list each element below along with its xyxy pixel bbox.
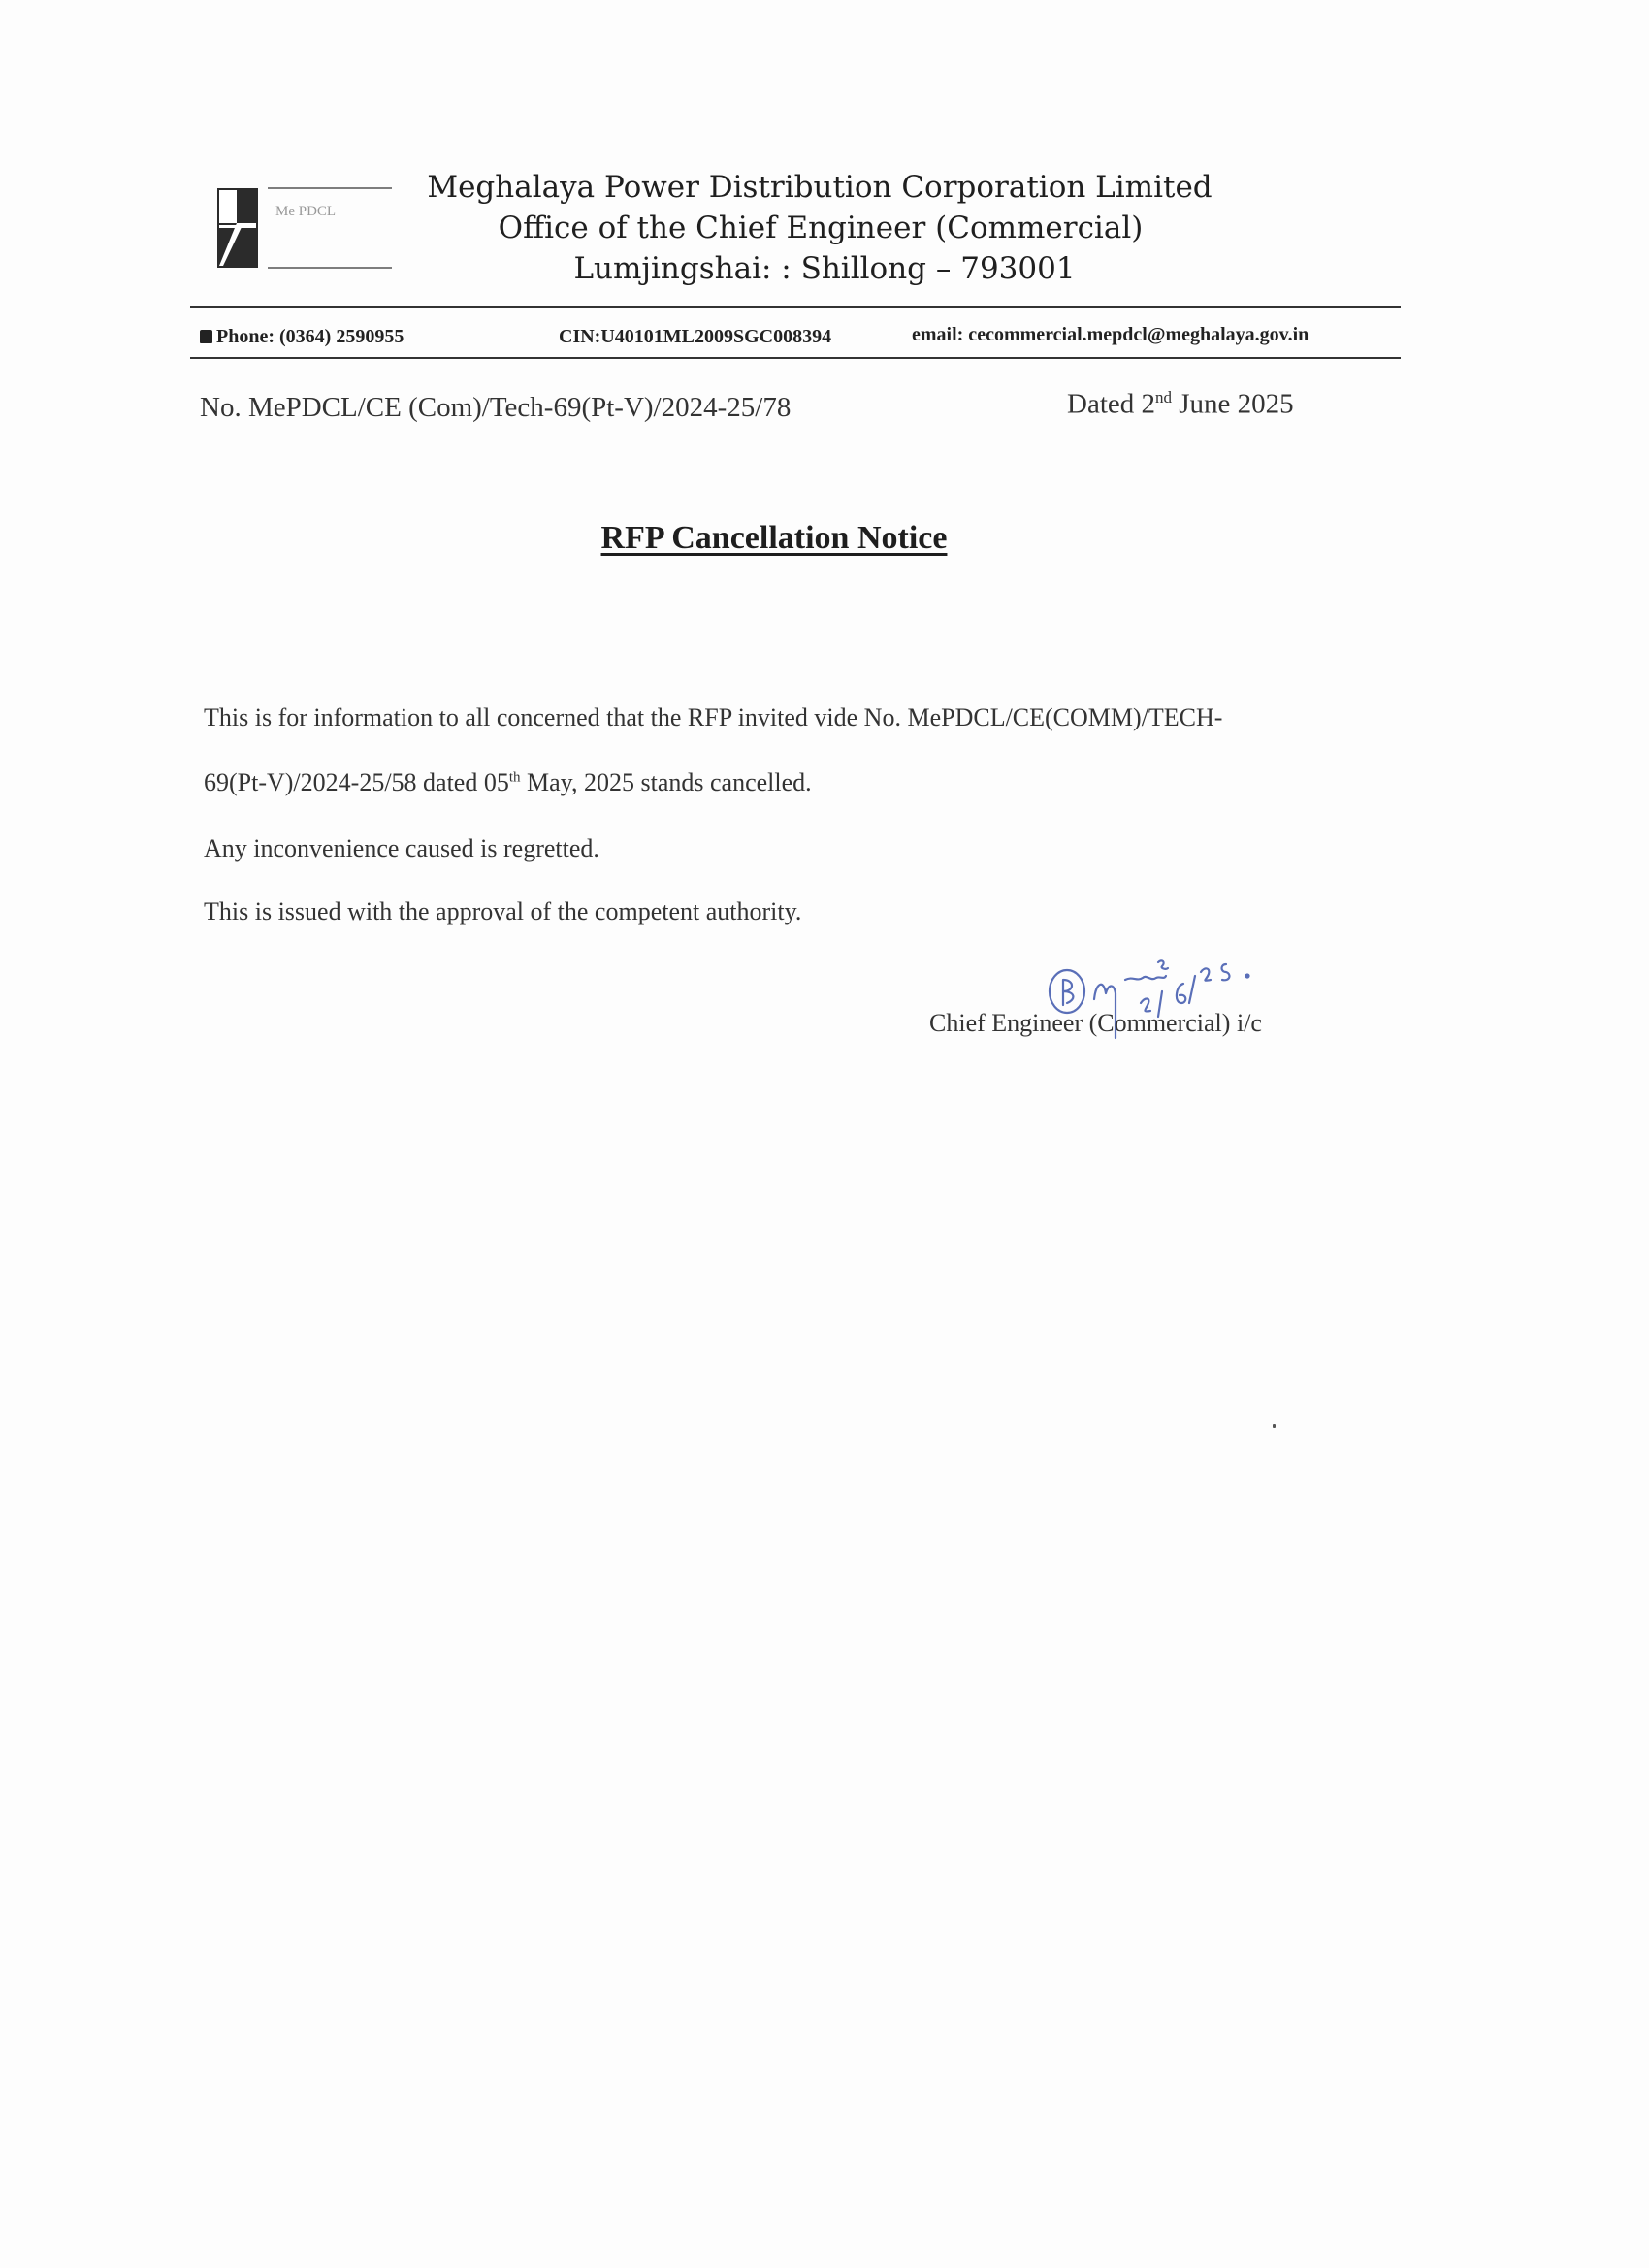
date-prefix: Dated 2 xyxy=(1067,388,1155,420)
logo-text: Me PDCL xyxy=(275,204,337,219)
p1-line2-ordinal: th xyxy=(508,769,521,786)
org-heading xyxy=(407,167,1377,289)
signatory-designation: Chief Engineer (Commercial) i/c xyxy=(929,1009,1262,1037)
phone-line xyxy=(200,326,404,348)
org-name: Meghalaya Power Distribution Corporation Limited xyxy=(427,170,1212,205)
body-paragraph-2: Any inconvenience caused is regretted. xyxy=(204,834,599,862)
cin-text: CIN:U40101ML2009SGC008394 xyxy=(559,326,832,347)
date-ordinal: nd xyxy=(1155,388,1172,406)
letterhead-rule-top xyxy=(190,306,1401,308)
date-suffix: June 2025 xyxy=(1172,388,1294,420)
office-name: Office of the Chief Engineer (Commercial) xyxy=(498,211,1144,245)
p1-line2-prefix: 69(Pt-V)/2024-25/58 dated 05 xyxy=(204,768,509,796)
body-paragraph-3: This is issued with the approval of the competent authority. xyxy=(204,897,802,925)
letterhead-rule-bottom xyxy=(190,357,1401,359)
email-text: email: cecommercial.mepdcl@meghalaya.gov.in xyxy=(912,324,1310,345)
body-paragraph-1-line-2 xyxy=(204,768,812,797)
contact-row xyxy=(200,326,1403,355)
p1-line2-suffix: May, 2025 stands cancelled. xyxy=(520,768,812,796)
body-paragraph-1-line-1: This is for information to all concerned that the RFP invited vide No. MePDCL/CE(COMM)/TECH- xyxy=(204,703,1223,731)
notice-title: RFP Cancellation Notice xyxy=(600,520,948,556)
phone-icon xyxy=(200,330,212,343)
office-address: Lumjingshai: : Shillong – 793001 xyxy=(573,251,1076,286)
scan-speck xyxy=(1273,1424,1276,1428)
document-date xyxy=(1067,388,1294,421)
reference-number: No. MePDCL/CE (Com)/Tech-69(Pt-V)/2024-25/78 xyxy=(200,392,792,423)
phone-text: Phone: (0364) 2590955 xyxy=(216,326,404,347)
